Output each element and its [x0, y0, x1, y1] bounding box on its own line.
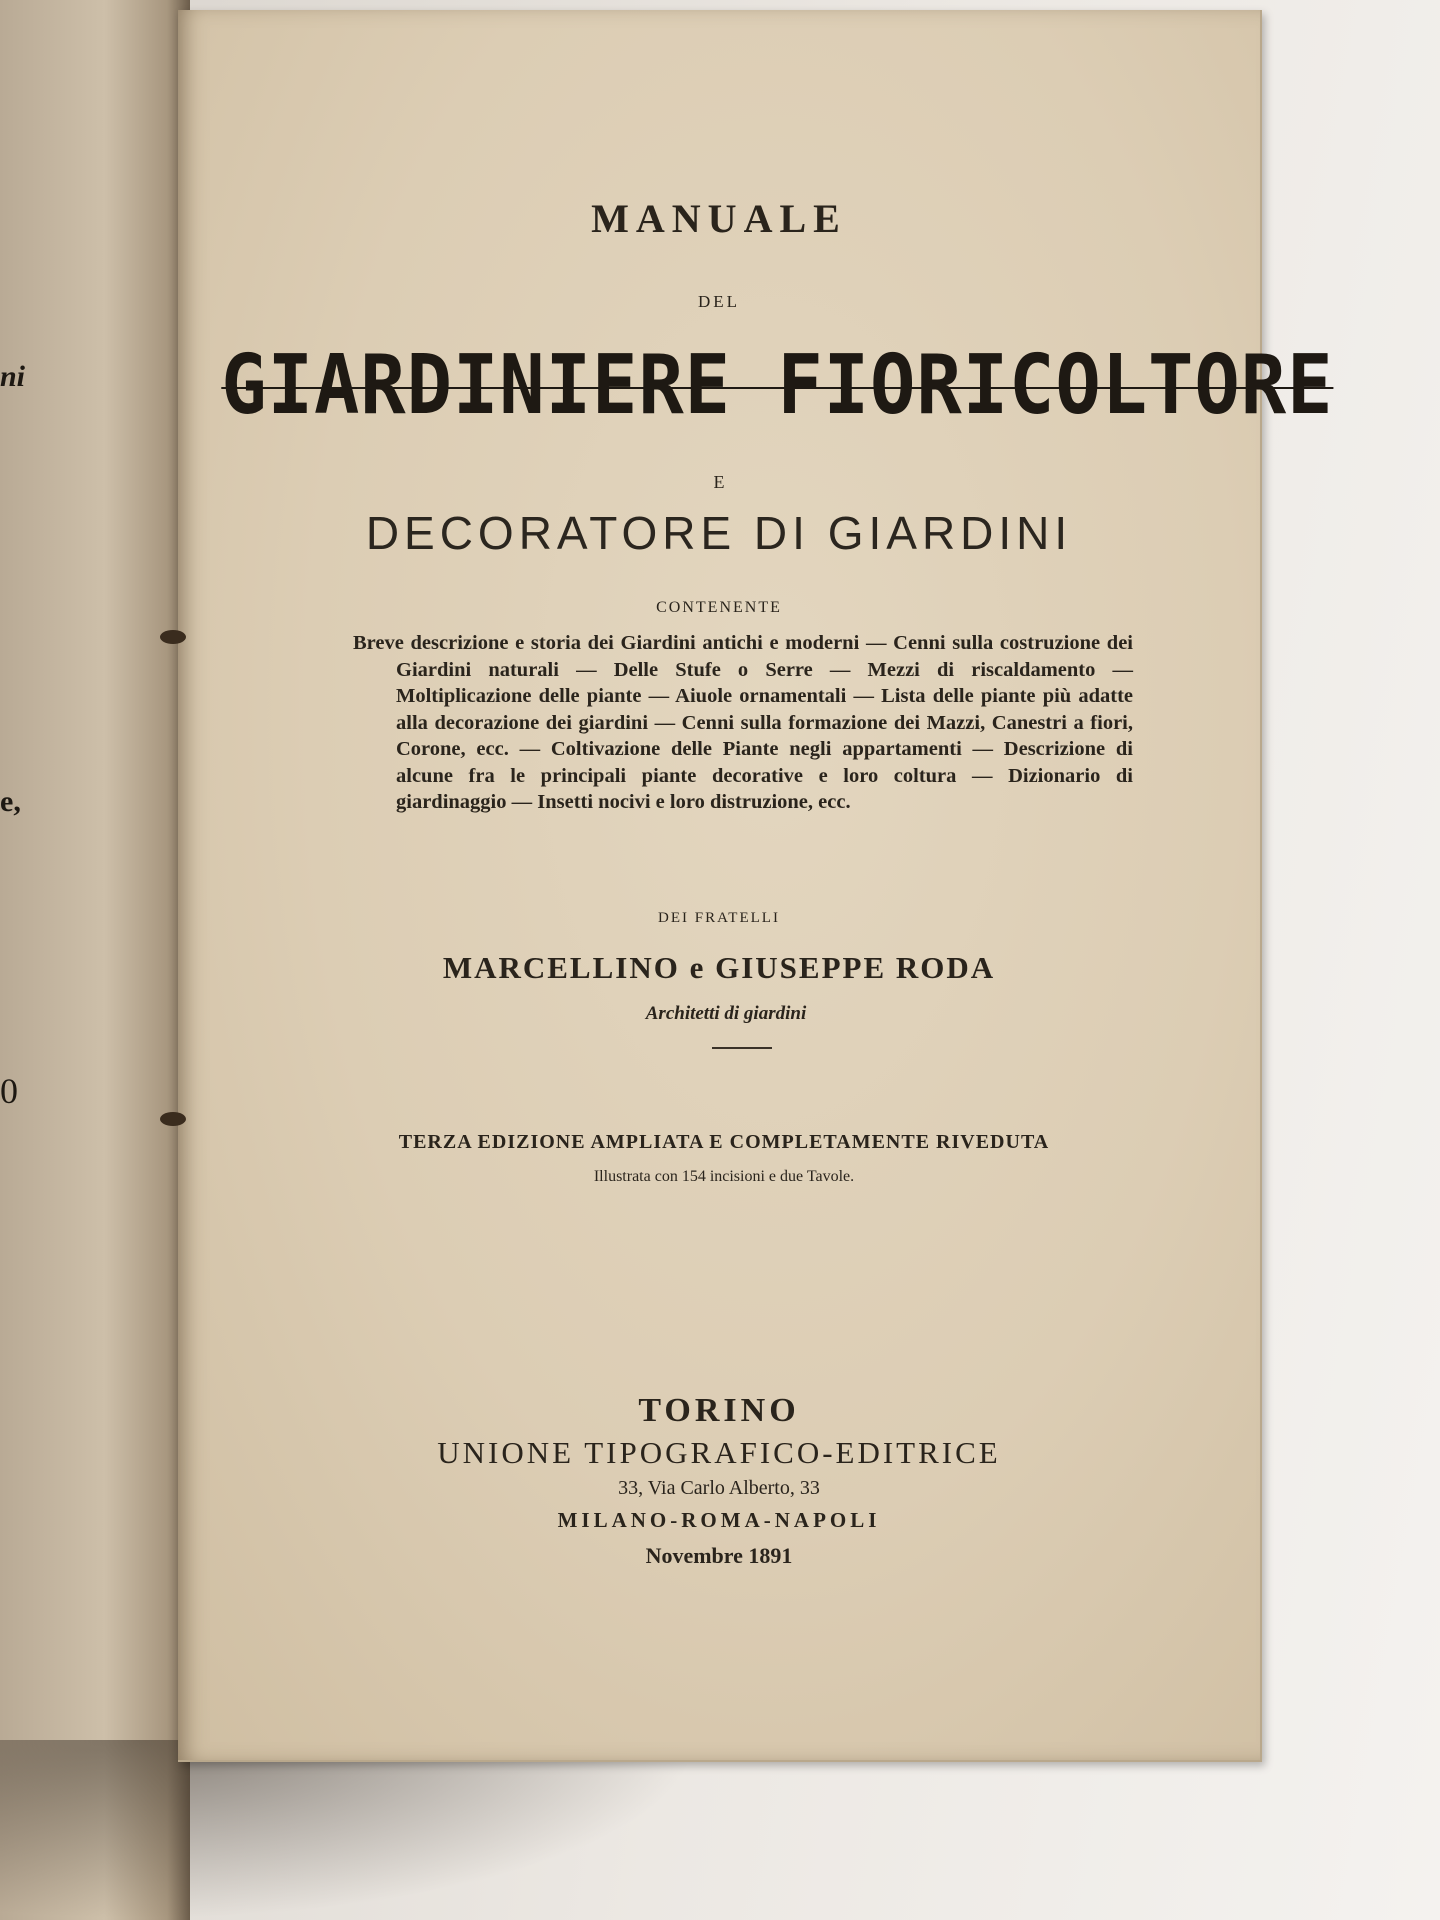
divider-rule: [712, 1047, 772, 1049]
main-title: GIARDINIERE FIORICOLTORE: [221, 338, 1334, 433]
edition-statement: TERZA EDIZIONE AMPLIATA E COMPLETAMENTE RIVEDUTA: [398, 1131, 1050, 1153]
publisher-address: 33, Via Carlo Alberto, 33: [618, 1477, 820, 1499]
imprint-city: TORINO: [638, 1392, 800, 1429]
facing-page-fragment: ni: [0, 360, 26, 393]
binding-hole: [160, 630, 186, 644]
subtitle: DECORATORE DI GIARDINI: [365, 507, 1073, 559]
illustrations-note: Illustrata con 154 incisioni e due Tavole.: [593, 1168, 855, 1185]
facing-page: [0, 0, 190, 1920]
heading-manuale: MANUALE: [591, 196, 847, 241]
facing-page-fragment: e,: [0, 785, 21, 818]
page-shadow: [0, 1740, 700, 1920]
publisher-cities: MILANO-ROMA-NAPOLI: [557, 1508, 881, 1532]
facing-page-fragment: 0: [0, 1071, 18, 1111]
word-e: E: [713, 472, 725, 492]
word-del: DEL: [697, 292, 741, 311]
contents-description: Breve descrizione e storia dei Giardini antichi e moderni — Cenni sulla costruzione dei Giardini naturali — Delle Stufe o Serre — Mezzi di riscaldamento — Moltiplicazione delle piante — Aiuole ornamentali — Lista delle piante più adatte alla decorazione dei giardini — Cenni sulla formazione dei Mazzi, Canestri a fiori, Corone, ecc. — Coltivazione delle Piante negli appartamenti — Descrizione di alcune fra le principali piante decorative e loro coltura — Dizionario di giardinaggio — Insetti nocivi e loro distruzione, ecc.: [353, 632, 1133, 813]
word-contenente: CONTENENTE: [656, 599, 782, 616]
publication-date: Novembre 1891: [645, 1543, 793, 1568]
publisher-name: UNIONE TIPOGRAFICO-EDITRICE: [437, 1435, 1001, 1470]
title-page: [178, 10, 1334, 1762]
authors-role: Architetti di giardini: [645, 1003, 807, 1024]
authors: MARCELLINO e GIUSEPPE RODA: [442, 950, 996, 985]
binding-hole: [160, 1112, 186, 1126]
word-fratelli: DEI FRATELLI: [658, 910, 780, 926]
